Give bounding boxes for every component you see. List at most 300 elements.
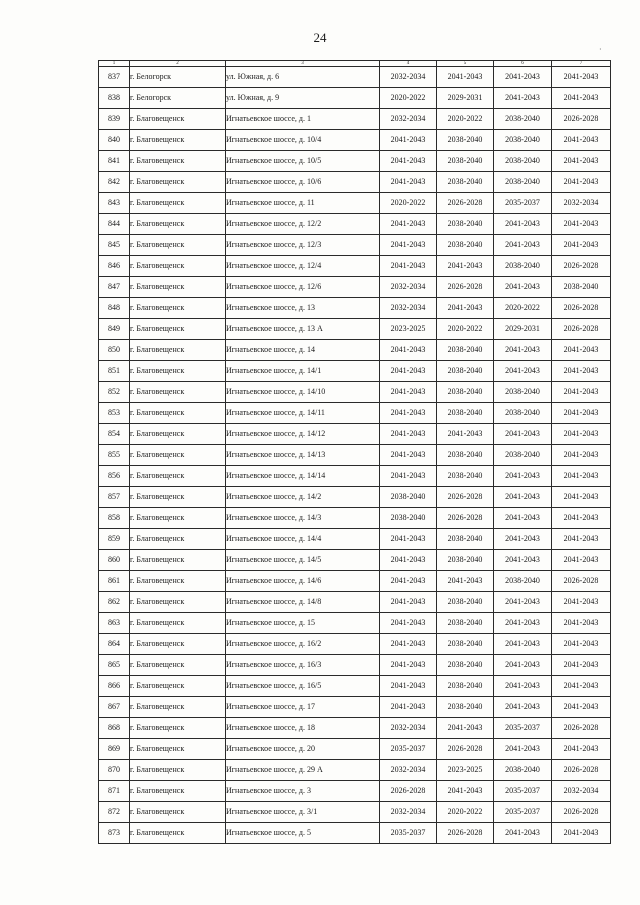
city-cell: г. Благовещенск: [130, 466, 226, 487]
table-row: [99, 235, 611, 256]
row-number: 838: [99, 88, 130, 109]
city-cell: г. Благовещенск: [130, 235, 226, 256]
period-cell: 2041-2043: [494, 466, 552, 487]
period-cell: 2041-2043: [380, 382, 437, 403]
period-cell: 2026-2028: [437, 277, 494, 298]
row-number: 845: [99, 235, 130, 256]
city-cell: г. Благовещенск: [130, 718, 226, 739]
row-number: 849: [99, 319, 130, 340]
period-cell: 2041-2043: [494, 424, 552, 445]
table-row: [99, 130, 611, 151]
period-cell: 2041-2043: [552, 382, 611, 403]
period-cell: 2041-2043: [552, 697, 611, 718]
period-cell: 2038-2040: [437, 655, 494, 676]
period-cell: 2026-2028: [380, 781, 437, 802]
table-row: [99, 403, 611, 424]
table-row: [99, 613, 611, 634]
city-cell: г. Благовещенск: [130, 529, 226, 550]
row-number: 848: [99, 298, 130, 319]
address-cell: Игнатьевское шоссе, д. 14/11: [226, 403, 380, 424]
row-number: 846: [99, 256, 130, 277]
address-cell: Игнатьевское шоссе, д. 14/6: [226, 571, 380, 592]
city-cell: г. Благовещенск: [130, 823, 226, 844]
city-cell: г. Благовещенск: [130, 781, 226, 802]
period-cell: 2038-2040: [437, 529, 494, 550]
period-cell: 2038-2040: [494, 571, 552, 592]
table-row: [99, 298, 611, 319]
period-cell: 2038-2040: [494, 403, 552, 424]
period-cell: 2041-2043: [494, 613, 552, 634]
period-cell: 2026-2028: [552, 718, 611, 739]
period-cell: 2041-2043: [552, 424, 611, 445]
row-number: 842: [99, 172, 130, 193]
city-cell: г. Благовещенск: [130, 193, 226, 214]
address-cell: Игнатьевское шоссе, д. 12/2: [226, 214, 380, 235]
row-number: 858: [99, 508, 130, 529]
table-row: [99, 487, 611, 508]
period-cell: 2041-2043: [380, 550, 437, 571]
period-cell: 2026-2028: [552, 571, 611, 592]
address-cell: Игнатьевское шоссе, д. 14/5: [226, 550, 380, 571]
period-cell: 2041-2043: [494, 823, 552, 844]
row-number: 863: [99, 613, 130, 634]
period-cell: 2035-2037: [494, 193, 552, 214]
period-cell: 2041-2043: [494, 67, 552, 88]
period-cell: 2026-2028: [552, 256, 611, 277]
city-cell: г. Благовещенск: [130, 340, 226, 361]
address-cell: Игнатьевское шоссе, д. 14/2: [226, 487, 380, 508]
period-cell: 2035-2037: [494, 781, 552, 802]
table-row: [99, 214, 611, 235]
period-cell: 2038-2040: [380, 487, 437, 508]
period-cell: 2041-2043: [494, 697, 552, 718]
period-cell: 2041-2043: [552, 529, 611, 550]
city-cell: г. Благовещенск: [130, 130, 226, 151]
address-cell: Игнатьевское шоссе, д. 10/4: [226, 130, 380, 151]
row-number: 861: [99, 571, 130, 592]
period-cell: 2041-2043: [552, 739, 611, 760]
table-row: [99, 319, 611, 340]
period-cell: 2038-2040: [437, 403, 494, 424]
city-cell: г. Благовещенск: [130, 361, 226, 382]
period-cell: 2020-2022: [437, 109, 494, 130]
address-cell: Игнатьевское шоссе, д. 12/6: [226, 277, 380, 298]
period-cell: 2041-2043: [494, 277, 552, 298]
period-cell: 2038-2040: [437, 592, 494, 613]
period-cell: 2041-2043: [380, 466, 437, 487]
period-cell: 2041-2043: [552, 550, 611, 571]
period-cell: 2041-2043: [494, 634, 552, 655]
period-cell: 2020-2022: [494, 298, 552, 319]
table-row: [99, 256, 611, 277]
row-number: 853: [99, 403, 130, 424]
period-cell: 2026-2028: [552, 760, 611, 781]
period-cell: 2041-2043: [437, 718, 494, 739]
city-cell: г. Благовещенск: [130, 739, 226, 760]
address-cell: ул. Южная, д. 9: [226, 88, 380, 109]
table-row: [99, 802, 611, 823]
address-cell: Игнатьевское шоссе, д. 14/4: [226, 529, 380, 550]
period-cell: 2041-2043: [552, 340, 611, 361]
period-cell: 2026-2028: [552, 319, 611, 340]
city-cell: г. Благовещенск: [130, 256, 226, 277]
city-cell: г. Белогорск: [130, 88, 226, 109]
table-row: [99, 592, 611, 613]
period-cell: 2041-2043: [380, 424, 437, 445]
period-cell: 2038-2040: [380, 508, 437, 529]
table-row: [99, 361, 611, 382]
period-cell: 2038-2040: [437, 466, 494, 487]
period-cell: 2026-2028: [437, 193, 494, 214]
period-cell: 2041-2043: [552, 130, 611, 151]
city-cell: г. Благовещенск: [130, 382, 226, 403]
period-cell: 2035-2037: [494, 802, 552, 823]
row-number: 870: [99, 760, 130, 781]
period-cell: 2032-2034: [552, 781, 611, 802]
address-cell: Игнатьевское шоссе, д. 18: [226, 718, 380, 739]
period-cell: 2032-2034: [380, 277, 437, 298]
period-cell: 2038-2040: [494, 109, 552, 130]
period-cell: 2038-2040: [494, 256, 552, 277]
period-cell: 2041-2043: [437, 256, 494, 277]
row-number: 851: [99, 361, 130, 382]
column-number: 4: [380, 61, 437, 67]
row-number: 860: [99, 550, 130, 571]
city-cell: г. Благовещенск: [130, 151, 226, 172]
table-row: [99, 697, 611, 718]
city-cell: г. Белогорск: [130, 67, 226, 88]
period-cell: 2038-2040: [437, 634, 494, 655]
address-cell: Игнатьевское шоссе, д. 14/1: [226, 361, 380, 382]
period-cell: 2041-2043: [552, 235, 611, 256]
address-cell: Игнатьевское шоссе, д. 16/5: [226, 676, 380, 697]
table-row: [99, 445, 611, 466]
address-cell: Игнатьевское шоссе, д. 14/3: [226, 508, 380, 529]
period-cell: 2041-2043: [552, 487, 611, 508]
row-number: 868: [99, 718, 130, 739]
address-cell: Игнатьевское шоссе, д. 17: [226, 697, 380, 718]
row-number: 850: [99, 340, 130, 361]
table-row: [99, 109, 611, 130]
period-cell: 2038-2040: [437, 613, 494, 634]
table-row: [99, 193, 611, 214]
city-cell: г. Благовещенск: [130, 592, 226, 613]
address-cell: Игнатьевское шоссе, д. 20: [226, 739, 380, 760]
table-row: [99, 676, 611, 697]
row-number: 873: [99, 823, 130, 844]
table-row: [99, 172, 611, 193]
period-cell: 2035-2037: [380, 739, 437, 760]
address-cell: Игнатьевское шоссе, д. 11: [226, 193, 380, 214]
period-cell: 2041-2043: [380, 697, 437, 718]
period-cell: 2041-2043: [552, 634, 611, 655]
address-cell: Игнатьевское шоссе, д. 12/4: [226, 256, 380, 277]
period-cell: 2041-2043: [552, 613, 611, 634]
row-number: 862: [99, 592, 130, 613]
period-cell: 2026-2028: [437, 508, 494, 529]
period-cell: 2041-2043: [494, 592, 552, 613]
address-cell: Игнатьевское шоссе, д. 29 А: [226, 760, 380, 781]
row-number: 871: [99, 781, 130, 802]
row-number: 837: [99, 67, 130, 88]
period-cell: 2041-2043: [380, 361, 437, 382]
table-row: [99, 382, 611, 403]
address-cell: Игнатьевское шоссе, д. 14/8: [226, 592, 380, 613]
period-cell: 2041-2043: [552, 361, 611, 382]
period-cell: 2038-2040: [552, 277, 611, 298]
period-cell: 2041-2043: [552, 655, 611, 676]
table-body: [99, 67, 611, 844]
table-row: [99, 508, 611, 529]
row-number: 864: [99, 634, 130, 655]
period-cell: 2038-2040: [494, 760, 552, 781]
city-cell: г. Благовещенск: [130, 655, 226, 676]
row-number: 847: [99, 277, 130, 298]
city-cell: г. Благовещенск: [130, 802, 226, 823]
city-cell: г. Благовещенск: [130, 403, 226, 424]
city-cell: г. Благовещенск: [130, 298, 226, 319]
period-cell: 2038-2040: [437, 697, 494, 718]
period-cell: 2041-2043: [437, 781, 494, 802]
period-cell: 2041-2043: [494, 235, 552, 256]
period-cell: 2041-2043: [380, 676, 437, 697]
period-cell: 2041-2043: [494, 655, 552, 676]
row-number: 859: [99, 529, 130, 550]
period-cell: 2041-2043: [552, 466, 611, 487]
period-cell: 2041-2043: [437, 424, 494, 445]
row-number: 872: [99, 802, 130, 823]
table-row: [99, 634, 611, 655]
period-cell: 2041-2043: [552, 172, 611, 193]
address-cell: Игнатьевское шоссе, д. 16/2: [226, 634, 380, 655]
period-cell: 2023-2025: [380, 319, 437, 340]
period-cell: 2026-2028: [552, 109, 611, 130]
period-cell: 2041-2043: [437, 298, 494, 319]
table-row: [99, 151, 611, 172]
period-cell: 2020-2022: [380, 88, 437, 109]
period-cell: 2032-2034: [380, 67, 437, 88]
row-number: 844: [99, 214, 130, 235]
column-number: 3: [226, 61, 380, 67]
city-cell: г. Благовещенск: [130, 424, 226, 445]
table-row: [99, 529, 611, 550]
period-cell: 2038-2040: [437, 676, 494, 697]
address-cell: Игнатьевское шоссе, д. 13 А: [226, 319, 380, 340]
city-cell: г. Благовещенск: [130, 676, 226, 697]
period-cell: 2041-2043: [380, 151, 437, 172]
row-number: 854: [99, 424, 130, 445]
period-cell: 2026-2028: [552, 298, 611, 319]
period-cell: 2041-2043: [552, 592, 611, 613]
period-cell: 2023-2025: [437, 760, 494, 781]
period-cell: 2041-2043: [380, 445, 437, 466]
table-row: [99, 823, 611, 844]
city-cell: г. Благовещенск: [130, 109, 226, 130]
table-row: [99, 739, 611, 760]
period-cell: 2041-2043: [380, 634, 437, 655]
period-cell: 2038-2040: [437, 550, 494, 571]
table-row: [99, 424, 611, 445]
period-cell: 2041-2043: [494, 340, 552, 361]
period-cell: 2041-2043: [552, 445, 611, 466]
period-cell: 2035-2037: [380, 823, 437, 844]
period-cell: 2026-2028: [437, 487, 494, 508]
period-cell: 2026-2028: [437, 823, 494, 844]
table-row: [99, 550, 611, 571]
period-cell: 2020-2022: [380, 193, 437, 214]
period-cell: 2020-2022: [437, 802, 494, 823]
period-cell: 2038-2040: [437, 130, 494, 151]
period-cell: 2041-2043: [552, 676, 611, 697]
row-number: 852: [99, 382, 130, 403]
period-cell: 2038-2040: [437, 235, 494, 256]
city-cell: г. Благовещенск: [130, 319, 226, 340]
address-cell: Игнатьевское шоссе, д. 5: [226, 823, 380, 844]
city-cell: г. Благовещенск: [130, 172, 226, 193]
period-cell: 2038-2040: [437, 340, 494, 361]
city-cell: г. Благовещенск: [130, 634, 226, 655]
period-cell: 2041-2043: [380, 529, 437, 550]
table-row: [99, 718, 611, 739]
period-cell: 2041-2043: [494, 508, 552, 529]
address-cell: Игнатьевское шоссе, д. 15: [226, 613, 380, 634]
row-number: 856: [99, 466, 130, 487]
period-cell: 2041-2043: [380, 403, 437, 424]
period-cell: 2041-2043: [552, 67, 611, 88]
city-cell: г. Благовещенск: [130, 550, 226, 571]
address-cell: ул. Южная, д. 6: [226, 67, 380, 88]
period-cell: 2041-2043: [380, 613, 437, 634]
period-cell: 2041-2043: [380, 655, 437, 676]
address-cell: Игнатьевское шоссе, д. 16/3: [226, 655, 380, 676]
city-cell: г. Благовещенск: [130, 760, 226, 781]
period-cell: 2041-2043: [552, 508, 611, 529]
period-cell: 2038-2040: [494, 382, 552, 403]
table-row: [99, 88, 611, 109]
scan-speck: ·: [599, 45, 602, 54]
period-cell: 2041-2043: [380, 214, 437, 235]
table-row: [99, 340, 611, 361]
city-cell: г. Благовещенск: [130, 613, 226, 634]
period-cell: 2041-2043: [380, 235, 437, 256]
period-cell: 2041-2043: [552, 403, 611, 424]
city-cell: г. Благовещенск: [130, 508, 226, 529]
period-cell: 2041-2043: [380, 256, 437, 277]
period-cell: 2032-2034: [380, 109, 437, 130]
period-cell: 2038-2040: [437, 214, 494, 235]
period-cell: 2041-2043: [494, 739, 552, 760]
table-row: [99, 571, 611, 592]
period-cell: 2026-2028: [552, 802, 611, 823]
column-number: 1: [99, 61, 130, 67]
address-cell: Игнатьевское шоссе, д. 14/14: [226, 466, 380, 487]
city-cell: г. Благовещенск: [130, 214, 226, 235]
period-cell: 2032-2034: [380, 760, 437, 781]
period-cell: 2038-2040: [494, 172, 552, 193]
address-cell: Игнатьевское шоссе, д. 10/6: [226, 172, 380, 193]
city-cell: г. Благовещенск: [130, 445, 226, 466]
period-cell: 2038-2040: [437, 445, 494, 466]
table-row: [99, 67, 611, 88]
period-cell: 2041-2043: [552, 823, 611, 844]
period-cell: 2041-2043: [380, 340, 437, 361]
address-cell: Игнатьевское шоссе, д. 12/3: [226, 235, 380, 256]
period-cell: 2041-2043: [494, 214, 552, 235]
period-cell: 2029-2031: [494, 319, 552, 340]
address-cell: Игнатьевское шоссе, д. 1: [226, 109, 380, 130]
table-row: [99, 655, 611, 676]
column-number: 5: [437, 61, 494, 67]
period-cell: 2020-2022: [437, 319, 494, 340]
address-cell: Игнатьевское шоссе, д. 14/12: [226, 424, 380, 445]
row-number: 843: [99, 193, 130, 214]
period-cell: 2041-2043: [494, 676, 552, 697]
city-cell: г. Благовещенск: [130, 697, 226, 718]
row-number: 867: [99, 697, 130, 718]
column-number: 2: [130, 61, 226, 67]
period-cell: 2038-2040: [494, 151, 552, 172]
table-row: [99, 781, 611, 802]
period-cell: 2035-2037: [494, 718, 552, 739]
period-cell: 2032-2034: [380, 802, 437, 823]
city-cell: г. Благовещенск: [130, 277, 226, 298]
period-cell: 2032-2034: [552, 193, 611, 214]
period-cell: 2041-2043: [494, 550, 552, 571]
row-number: 841: [99, 151, 130, 172]
period-cell: 2041-2043: [380, 130, 437, 151]
period-cell: 2029-2031: [437, 88, 494, 109]
row-number: 857: [99, 487, 130, 508]
row-number: 839: [99, 109, 130, 130]
period-cell: 2041-2043: [380, 172, 437, 193]
period-cell: 2041-2043: [494, 361, 552, 382]
data-table: [98, 60, 611, 844]
period-cell: 2041-2043: [552, 88, 611, 109]
period-cell: 2038-2040: [437, 172, 494, 193]
address-cell: Игнатьевское шоссе, д. 3/1: [226, 802, 380, 823]
row-number: 840: [99, 130, 130, 151]
table-row: [99, 760, 611, 781]
period-cell: 2038-2040: [437, 382, 494, 403]
period-cell: 2026-2028: [437, 739, 494, 760]
period-cell: 2041-2043: [494, 529, 552, 550]
row-number: 865: [99, 655, 130, 676]
period-cell: 2038-2040: [437, 361, 494, 382]
address-cell: Игнатьевское шоссе, д. 3: [226, 781, 380, 802]
address-cell: Игнатьевское шоссе, д. 14/13: [226, 445, 380, 466]
period-cell: 2041-2043: [494, 487, 552, 508]
column-number: 6: [494, 61, 552, 67]
address-cell: Игнатьевское шоссе, д. 14: [226, 340, 380, 361]
period-cell: 2041-2043: [437, 571, 494, 592]
period-cell: 2038-2040: [494, 130, 552, 151]
address-cell: Игнатьевское шоссе, д. 13: [226, 298, 380, 319]
city-cell: г. Благовещенск: [130, 487, 226, 508]
period-cell: 2041-2043: [552, 214, 611, 235]
period-cell: 2041-2043: [552, 151, 611, 172]
period-cell: 2032-2034: [380, 718, 437, 739]
row-number: 855: [99, 445, 130, 466]
period-cell: 2032-2034: [380, 298, 437, 319]
period-cell: 2041-2043: [494, 88, 552, 109]
row-number: 866: [99, 676, 130, 697]
city-cell: г. Благовещенск: [130, 571, 226, 592]
period-cell: 2041-2043: [380, 571, 437, 592]
period-cell: 2038-2040: [437, 151, 494, 172]
period-cell: 2041-2043: [380, 592, 437, 613]
column-number: 7: [552, 61, 611, 67]
page-number: 24: [313, 30, 327, 45]
